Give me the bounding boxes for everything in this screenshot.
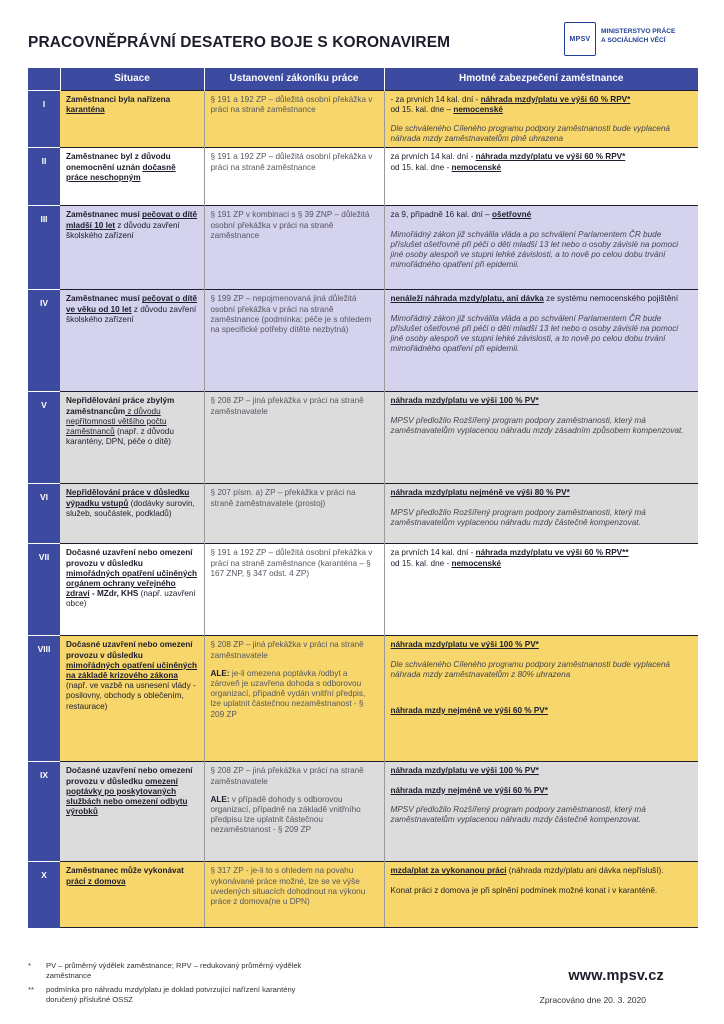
situation-text: Dočasné uzavření nebo omezení provozu v důsledku (66, 766, 193, 786)
benefit-text: náhrada mzdy/platu ve výši 60 % RPV* (480, 94, 631, 104)
benefit-text: nemocenské (453, 104, 503, 114)
footnote-mark: ** (28, 985, 34, 994)
benefit-paragraph (391, 416, 693, 436)
benefit-text: náhrada mzdy/platu ve výši 100 % PV* (390, 640, 539, 650)
benefit-text: za prvních 14 kal. dní - (390, 548, 476, 558)
situation-text: mimořádných opatření učiněných na základě krizového zákona (66, 660, 198, 680)
benefit-cell (384, 90, 698, 148)
benefit-text: za 9, případně 16 kal. dní – (390, 210, 493, 220)
benefit-paragraph (391, 660, 693, 680)
column-header-number (28, 68, 60, 90)
situation-text: pečovat o dítě ve věku od 10 let (66, 294, 198, 314)
situation-cell (60, 148, 204, 206)
benefit-cell (384, 206, 698, 290)
law-cell (204, 290, 384, 392)
benefit-paragraph (391, 95, 693, 105)
footnote-text: PV – průměrný výdělek zaměstnance; RPV – redukovaný průměrný výdělek zaměstnance (46, 961, 302, 980)
law-emphasis: ALE: (210, 668, 230, 678)
benefit-text: náhrada mzdy/platu ve výši 60 % RPV** (475, 548, 629, 558)
benefit-text: náhrada mzdy/platu ve výši 100 % PV* (390, 766, 539, 776)
law-paragraph: ALE: v případě dohody s odborovou organizací, případně na základě vnitřního předpisu lze uplatnit částečnou nezaměstnanost - § 209 ZP (210, 794, 361, 835)
law-cell (204, 392, 384, 484)
page-footer (28, 961, 698, 1021)
law-paragraph: § 208 ZP – jiná překážka v práci na straně zaměstnavatele (210, 640, 364, 660)
mpsv-logo-mark (564, 22, 596, 56)
benefit-paragraph (391, 548, 693, 558)
benefit-cell (384, 762, 698, 862)
law-paragraph: § 191 a 192 ZP – důležitá osobní překážka v práci na straně zaměstnance (karanténa – § 167 ZNP, § 347 odst. 4 ZP) (210, 548, 373, 578)
table-row (28, 544, 698, 636)
benefit-paragraph (391, 294, 693, 304)
benefit-text: (náhrada mzdy/platu ani dávka nepřísluší). (506, 866, 664, 876)
benefit-paragraph (391, 314, 693, 355)
table-row (28, 862, 698, 928)
table-header-row (28, 68, 698, 90)
benefit-text: náhrada mzdy/platu nejméně ve výši 80 % PV* (390, 488, 570, 498)
benefit-cell (384, 484, 698, 544)
benefit-cell (384, 544, 698, 636)
situation-text: z důvodu zavření školského zařízení (66, 304, 197, 324)
situation-text: Zaměstnanec byl z důvodu onemocnění uznán (66, 152, 171, 172)
benefit-text: nemocenské (451, 162, 502, 172)
situation-text: mimořádných opatření učiněných orgánem ochrany veřejného zdraví (66, 568, 198, 599)
law-paragraph: § 208 ZP – jiná překážka v práci na straně zaměstnavatele (210, 396, 364, 416)
law-cell (204, 206, 384, 290)
benefit-text: od 15. kal. dne - (390, 162, 452, 172)
situation-text: z důvodu zavření školského zařízení (66, 220, 180, 240)
table-row (28, 90, 698, 148)
table-row (28, 392, 698, 484)
benefit-text: MPSV předložilo Rozšířený program podpory zaměstnanosti, který má zaměstnavatelům vyplacenou náhradu mzdy částečně kompenzovat. (390, 507, 646, 527)
situation-text: z důvodu nepřítomnosti většího počtu zaměstnanců (66, 406, 167, 436)
situation-text: pečovat o dítě mladší 10 let (66, 210, 198, 230)
law-paragraph: § 317 ZP - je-li to s ohledem na povahu vykonávané práce možné, lze se ve výše uvedených situacích dohodnout na výkonu práce z domova(ne u DPN) (210, 866, 366, 906)
benefit-text: Dle schváleného Cíleného programu podpory zaměstnanosti bude vyplacená náhrada mzdy zaměstnavatelům z 80% uhrazena (390, 659, 670, 679)
situation-text: práci z domova (66, 876, 126, 886)
law-emphasis: ALE: (210, 794, 230, 804)
logo-ministry-name (601, 27, 675, 45)
benefit-text: za prvních 14 kal. dní - (390, 152, 476, 162)
benefit-text: MPSV předložilo Rozšířený program podpory zaměstnanosti, který má zaměstnavatelům vyplacenou náhradu mzdy částečně kompenzovat. (390, 804, 646, 824)
situation-text: dočasně práce neschopným (66, 162, 176, 182)
page-title: PRACOVNĚPRÁVNÍ DESATERO BOJE S KORONAVIREM (28, 34, 451, 51)
law-cell (204, 762, 384, 862)
benefit-text: od 15. kal. dne – (390, 104, 454, 114)
benefit-text: náhrada mzdy/platu ve výši 60 % RPV* (475, 152, 626, 162)
benefit-paragraph (391, 396, 693, 406)
benefit-paragraph (391, 230, 693, 271)
website-link[interactable]: www.mpsv.cz (568, 968, 664, 984)
benefit-paragraph (391, 786, 693, 796)
column-header-benefit: Hmotné zabezpečení zaměstnance (384, 68, 698, 90)
situation-text: Zaměstnanec musí (66, 210, 142, 220)
situation-cell (60, 636, 204, 762)
law-cell (204, 544, 384, 636)
benefit-paragraph (391, 488, 693, 498)
page-header (28, 22, 698, 62)
footnote-mark: * (28, 961, 31, 970)
table-row (28, 762, 698, 862)
situation-cell (60, 206, 204, 290)
situation-text: - MZdr, KHS (89, 589, 139, 599)
benefit-paragraph (391, 152, 693, 162)
processed-date: Zpracováno dne 20. 3. 2020 (539, 995, 646, 1005)
situation-cell (60, 762, 204, 862)
table-row (28, 484, 698, 544)
situation-text: (např. z důvodu karantény, DPN, péče o dítě) (66, 426, 174, 447)
benefit-paragraph (391, 706, 693, 716)
mpsv-logo (564, 22, 698, 58)
benefit-paragraph (391, 124, 693, 144)
benefit-text: MPSV předložilo Rozšířený program podpory zaměstnanosti, který má zaměstnavatelům vyplacenou náhradu mzdy zásadním způsobem kompenzovat. (390, 415, 684, 435)
situation-text: omezení poptávky po poskytovaných službách nebo omezení odbytu výrobků (66, 776, 188, 817)
footnote-text: podmínka pro náhradu mzdy/platu je doklad potvrzující nařízení karantény doručený příslušné OSSZ (46, 985, 296, 1004)
law-paragraph: § 191 ZP v kombinaci s § 39 ZNP – důležitá osobní překážka v práci na straně zaměstnance (210, 210, 370, 240)
situation-text: Zaměstnanec musí (66, 294, 142, 304)
benefit-text: Dle schváleného Cíleného programu podpory zaměstnanosti bude vyplacená náhrada mzdy zaměstnavatelům plně uhrazena (390, 123, 670, 144)
situation-text: Nepřidělování práce v důsledku výpadku vstupů (66, 488, 190, 508)
benefit-paragraph (391, 210, 693, 220)
benefit-paragraph (391, 886, 693, 896)
benefit-text: nenáleží náhrada mzdy/platu, ani dávka (390, 294, 544, 304)
law-paragraph: § 207 písm. a) ZP – překážka v práci na straně zaměstnavatele (prostoj) (210, 488, 356, 508)
table-row (28, 148, 698, 206)
situation-text: (dodávky surovin, služeb, součástek, podkladů) (66, 498, 195, 518)
logo-line-2: A SOCIÁLNÍCH VĚCÍ (601, 37, 666, 44)
law-cell (204, 484, 384, 544)
situation-text: Dočasné uzavření nebo omezení provozu v důsledku (66, 548, 193, 568)
benefit-cell (384, 636, 698, 762)
benefit-text: Mimořádný zákon již schválila vláda a po schválení Parlamentem ČR bude příslušet ošetřovné při péči o děti mladší 13 let nebo o osoby závislé na pomoci jiné osoby alespoň ve stupni lehké závislosti, a to nově po celou dobu trvání mimořádného opatření při epidemii. (390, 313, 679, 354)
benefit-text: náhrada mzdy nejméně ve výši 60 % PV* (390, 785, 548, 795)
table-row (28, 206, 698, 290)
logo-line-1: MINISTERSTVO PRÁCE (601, 28, 676, 35)
benefit-text: náhrada mzdy nejméně ve výši 60 % PV* (390, 705, 548, 715)
situation-text: (např. uzavření obce) (66, 589, 196, 609)
benefit-cell (384, 392, 698, 484)
situation-cell (60, 484, 204, 544)
benefit-paragraph (391, 866, 693, 876)
benefit-paragraph (391, 559, 693, 569)
table-row (28, 636, 698, 762)
law-paragraph: § 208 ZP – jiná překážka v práci na straně zaměstnavatele (210, 766, 364, 786)
row-number: IX (28, 762, 60, 862)
situation-text: Zaměstnanci byla nařízena (66, 94, 171, 104)
situation-cell (60, 290, 204, 392)
row-number: I (28, 90, 60, 148)
benefit-paragraph (391, 766, 693, 776)
benefit-paragraph (391, 640, 693, 650)
benefit-text: nemocenské (451, 558, 502, 568)
row-number: IV (28, 290, 60, 392)
law-cell (204, 862, 384, 928)
situation-text: Zaměstnanec může vykonávat (66, 866, 184, 876)
benefit-text: ošetřovné (492, 210, 532, 220)
row-number: X (28, 862, 60, 928)
law-paragraph: § 191 a 192 ZP – důležitá osobní překážka v práci na straně zaměstnance (210, 94, 373, 114)
column-header-law: Ustanovení zákoníku práce (204, 68, 384, 90)
row-number: VIII (28, 636, 60, 762)
rights-table (28, 68, 698, 928)
benefit-text: ze systému nemocenského pojištění (543, 294, 679, 304)
table-row (28, 290, 698, 392)
benefit-text: od 15. kal. dne - (390, 558, 452, 568)
situation-cell (60, 90, 204, 148)
benefit-cell (384, 290, 698, 392)
situation-text: (např. ve vazbě na usnesení vlády - posilovny, obchody s oblečením, restaurace) (66, 681, 196, 711)
benefit-cell (384, 862, 698, 928)
benefit-paragraph (391, 105, 693, 115)
benefit-cell (384, 148, 698, 206)
situation-text: karanténa (66, 104, 105, 114)
benefit-paragraph (391, 508, 693, 528)
benefit-text: mzda/plat za vykonanou práci (390, 866, 507, 876)
situation-text: Nepřidělování práce zbylým zaměstnancům (66, 396, 175, 416)
row-number: III (28, 206, 60, 290)
row-number: VII (28, 544, 60, 636)
law-cell (204, 636, 384, 762)
situation-cell (60, 392, 204, 484)
benefit-text: Mimořádný zákon již schválila vláda a po schválení Parlamentem ČR bude příslušet ošetřovné při péči o děti mladší 13 let nebo o osoby závislé na pomoci jiné osoby alespoň ve stupni lehké závislosti, a to nově po celou dobu trvání mimořádného opatření při epidemii. (390, 229, 679, 270)
situation-cell (60, 544, 204, 636)
column-header-situation: Situace (60, 68, 204, 90)
situation-text: Dočasné uzavření nebo omezení provozu v důsledku (66, 640, 193, 660)
benefit-paragraph (391, 163, 693, 173)
logo-mark-text: MPSV (569, 36, 591, 43)
row-number: VI (28, 484, 60, 544)
benefit-text: náhrada mzdy/platu ve výši 100 % PV* (390, 396, 539, 406)
benefit-text: - za prvních 14 kal. dní - (390, 94, 481, 104)
law-paragraph: § 191 a 192 ZP – důležitá osobní překážka v práci na straně zaměstnance (210, 152, 373, 172)
law-cell (204, 90, 384, 148)
benefit-paragraph (391, 805, 693, 825)
law-cell (204, 148, 384, 206)
law-paragraph: ALE: je-li omezena poptávka /odbyt a zároveň je uzavřena dohoda s odborovou organizací, případně vydán vnitřní předpis, lze uplatnit částečnou nezaměstnanost - § 209 ZP (210, 668, 366, 719)
situation-cell (60, 862, 204, 928)
row-number: V (28, 392, 60, 484)
law-paragraph: § 199 ZP – nepojmenovaná jiná důležitá osobní překážka v práci na straně zaměstnance (podmínka: péče je s ohledem na specifické potřeby dítěte nezbytná) (210, 294, 372, 334)
benefit-text: Konat práci z domova je při splnění podmínek možné konat i v karanténě. (390, 885, 658, 895)
row-number: II (28, 148, 60, 206)
